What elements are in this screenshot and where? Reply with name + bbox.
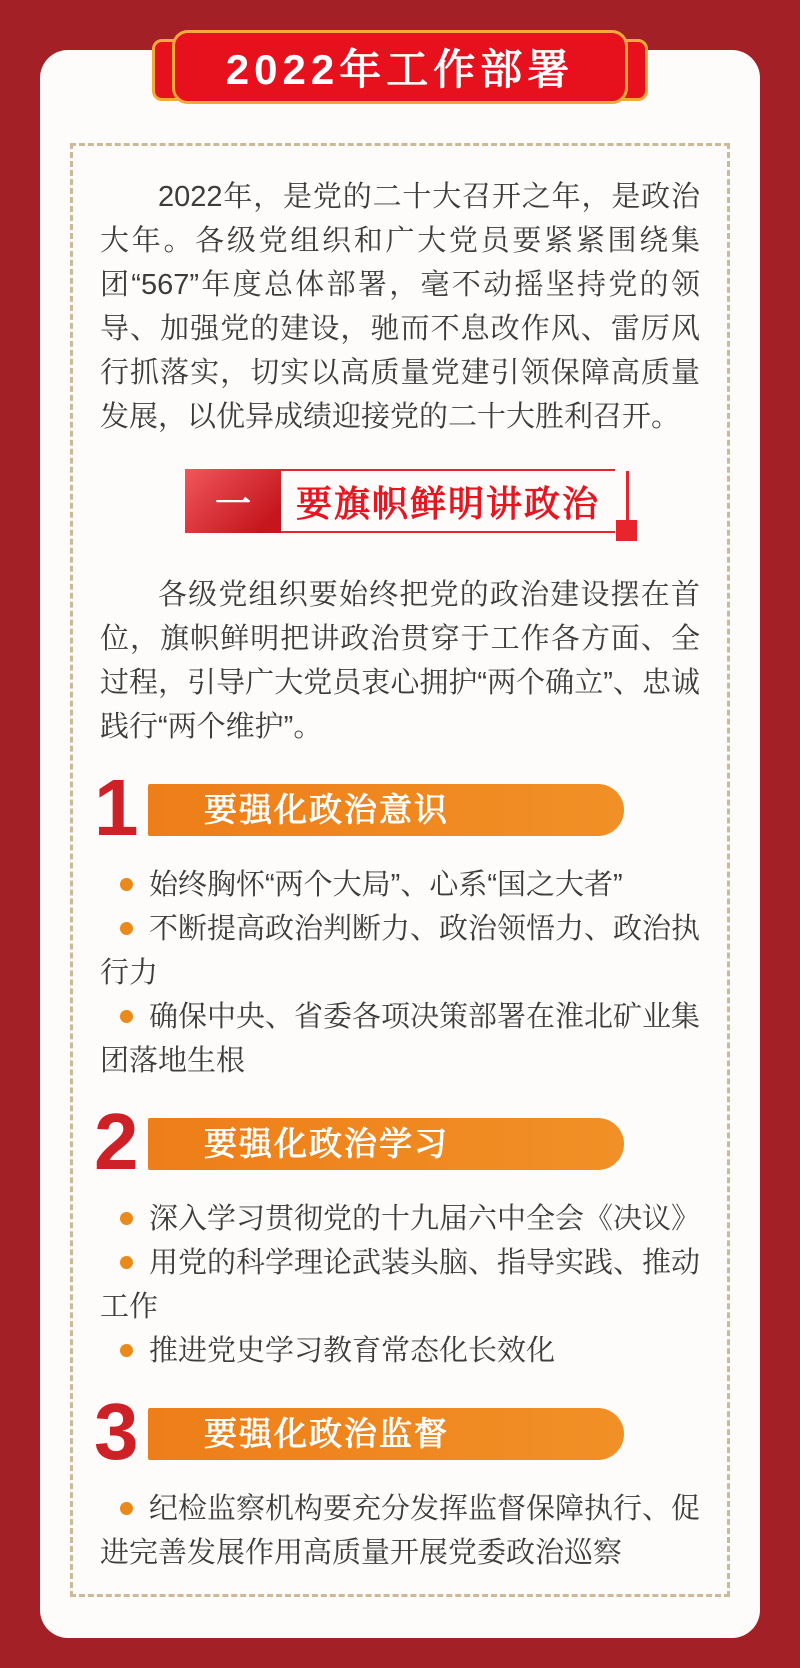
subsection-3-number: 3: [94, 1387, 139, 1476]
subsection-3-title-bar: 要强化政治监督: [148, 1408, 624, 1460]
subsection-2-header: [94, 1097, 700, 1186]
subsection-2-number: 2: [94, 1097, 139, 1186]
subsection-1-bullets: [100, 863, 700, 1083]
subsection-1-header: [94, 763, 700, 852]
subsection-3-header: [94, 1387, 700, 1476]
section-number-box: 一: [185, 469, 281, 533]
section-title: 要旗帜鲜明讲政治: [281, 469, 615, 533]
content-column: [94, 175, 701, 1575]
list-item: [100, 1197, 700, 1241]
list-item: [100, 1241, 700, 1329]
subsection-3-bullets: [100, 1487, 700, 1575]
bullet-text: 纪检监察机构要充分发挥监督保障执行、促进完善发展作用高质量开展党委政治巡察: [100, 1493, 701, 1569]
bullet-text: 用党的科学理论武装头脑、指导实践、推动工作: [100, 1247, 701, 1323]
intro-paragraph: 2022年，是党的二十大召开之年，是政治大年。各级党组织和广大党员要紧紧围绕集团“567”年度总体部署，毫不动摇坚持党的领导、加强党的建设，驰而不息改作风、雷厉风行抓落实，切实以高质量党建引领保障高质量发展，以优异成绩迎接党的二十大胜利召开。: [100, 181, 700, 433]
bullet-dot-icon: [120, 1256, 133, 1269]
subsection-1-title-bar: 要强化政治意识: [148, 784, 624, 836]
bullet-dot-icon: [120, 1344, 133, 1357]
bullet-dot-icon: [120, 878, 133, 891]
title-banner: [172, 30, 628, 104]
list-item: [100, 995, 700, 1083]
list-item: [100, 1487, 700, 1575]
list-item: [100, 863, 700, 907]
bullet-text: 始终胸怀“两个大局”、心系“国之大者”: [149, 869, 623, 901]
bullet-dot-icon: [120, 922, 133, 935]
section-header-politics: [185, 469, 615, 533]
subsection-2-bullets: [100, 1197, 700, 1373]
bullet-text: 不断提高政治判断力、政治领悟力、政治执行力: [100, 913, 701, 989]
subsection-2-title-bar: 要强化政治学习: [148, 1118, 624, 1170]
list-item: [100, 1329, 700, 1373]
page-title: 2022年工作部署: [225, 46, 575, 93]
bullet-dot-icon: [120, 1502, 133, 1515]
list-item: [100, 907, 700, 995]
subsection-1-number: 1: [94, 763, 139, 852]
bullet-dot-icon: [120, 1010, 133, 1023]
banner-plaque: [172, 30, 628, 104]
bullet-dot-icon: [120, 1212, 133, 1225]
section-header-square-decoration: [616, 520, 637, 541]
bullet-text: 深入学习贯彻党的十九届六中全会《决议》: [149, 1203, 701, 1235]
content-card: [40, 50, 760, 1638]
section-header-line-decoration: [626, 471, 629, 523]
section-body-paragraph: 各级党组织要始终把党的政治建设摆在首位，旗帜鲜明把讲政治贯穿于工作各方面、全过程，引导广大党员衷心拥护“两个确立”、忠诚践行“两个维护”。: [100, 579, 700, 743]
bullet-text: 确保中央、省委各项决策部署在淮北矿业集团落地生根: [100, 1001, 701, 1077]
bullet-text: 推进党史学习教育常态化长效化: [149, 1335, 556, 1367]
